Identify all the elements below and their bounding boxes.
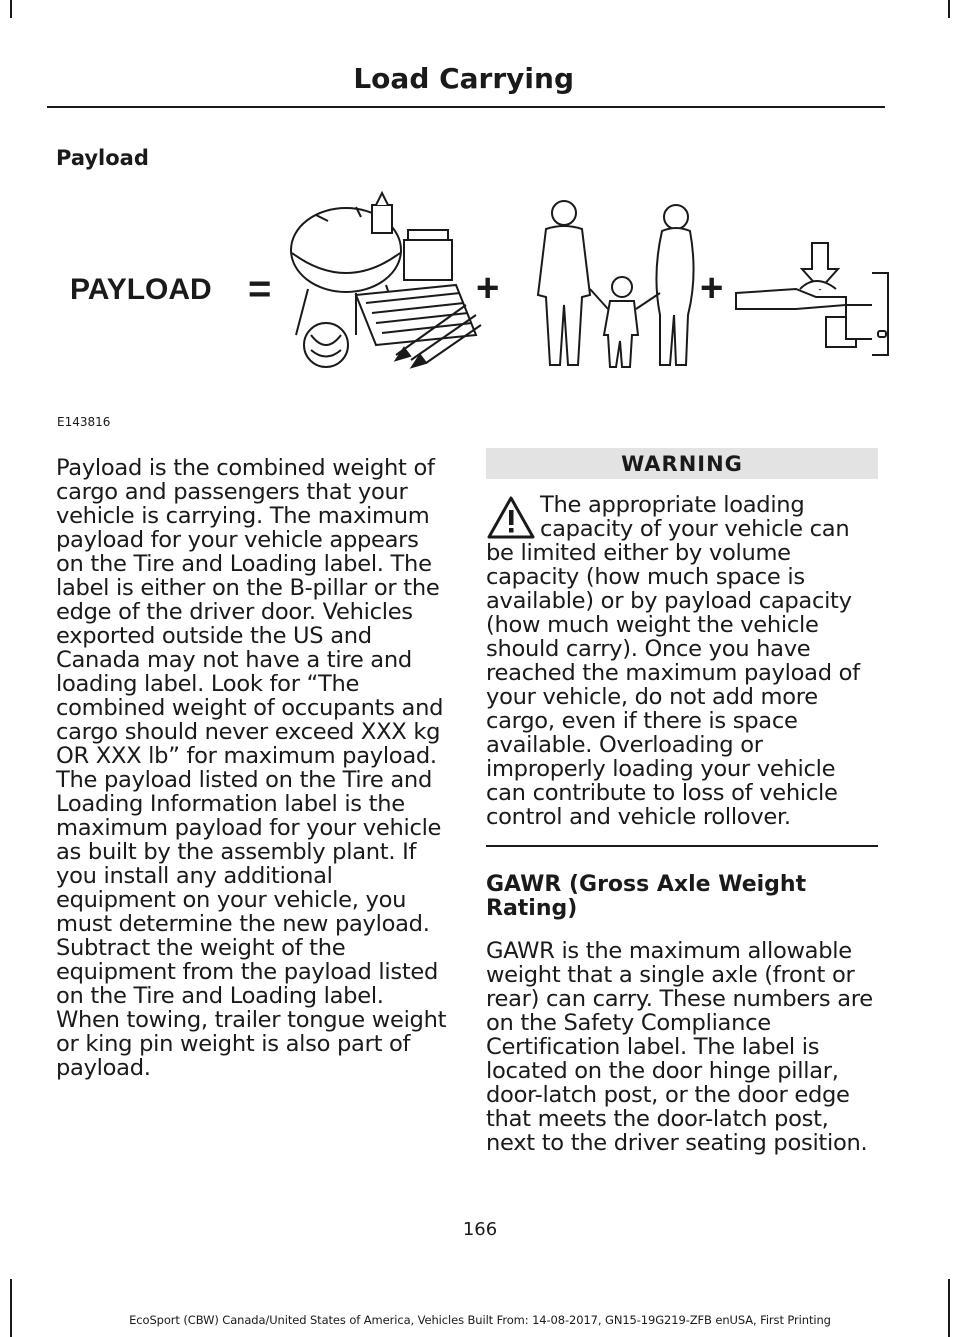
right-column [486, 448, 878, 1155]
payload-illustration [56, 185, 896, 385]
section-heading-payload: Payload [56, 146, 149, 170]
tongue-weight-illustration [736, 243, 888, 355]
figure-id: E143816 [57, 415, 111, 429]
crop-mark-bottom-left [10, 1279, 12, 1337]
crop-mark-bottom-right [948, 1279, 950, 1337]
page-number: 166 [462, 1219, 498, 1240]
crop-mark-top-right [948, 0, 950, 18]
footer-text: EcoSport (CBW) Canada/United States of America, Vehicles Built From: 14-08-2017, GN15-19G219-ZFB enUSA, First Printing [129, 1313, 831, 1327]
payload-description: Payload is the combined weight of cargo and passengers that your vehicle is carrying. The maximum payload for your vehicle appears on the Tire and Loading label. The label is either on the B-pillar or the edge of the driver door. Vehicles exported outside the US and Canada may not have a tire and loading label. Look for “The combined weight of occupants and cargo should never exceed XXX kg OR XXX lb” for maximum payload. The payload listed on the Tire and Loading Information label is the maximum payload for your vehicle as built by the assembly plant. If you install any additional equipment on your vehicle, you must determine the new payload. Subtract the weight of the equipment from the payload listed on the Tire and Loading label. When towing, trailer tongue weight or king pin weight is also part of payload. [56, 455, 447, 1081]
warning-title: WARNING [486, 448, 878, 479]
plus-sign-1: + [476, 266, 500, 310]
gawr-description: GAWR is the maximum allowable weight that a single axle (front or rear) can carry. These numbers are on the Safety Compliance Certification label. The label is located on the door hinge pillar, door-latch post, or the door edge that meets the door-latch post, next to the driver seating position. [486, 938, 873, 1156]
warning-triangle-icon [486, 495, 536, 541]
warning-text: The appropriate loading capacity of your vehicle can be limited either by volume capacity (how much space is available) or by payload capacity (how much weight the vehicle should carry). Once you have reached the maximum payload of your vehicle, do not add more cargo, even if there is space available. Overloading or improperly loading your vehicle can contribute to loss of vehicle control and vehicle rollover. [486, 492, 860, 830]
passengers-illustration [538, 201, 694, 367]
payload-equation-label: PAYLOAD [70, 273, 212, 306]
warning-box [486, 493, 878, 829]
header-rule [47, 106, 885, 108]
plus-sign-2: + [700, 266, 724, 310]
warning-rule [486, 845, 878, 847]
equals-sign: = [248, 267, 272, 311]
cargo-illustration [291, 193, 481, 367]
gawr-heading: GAWR (Gross Axle Weight Rating) [486, 872, 807, 921]
crop-mark-top-left [10, 0, 12, 18]
page-header-title: Load Carrying [353, 62, 574, 95]
